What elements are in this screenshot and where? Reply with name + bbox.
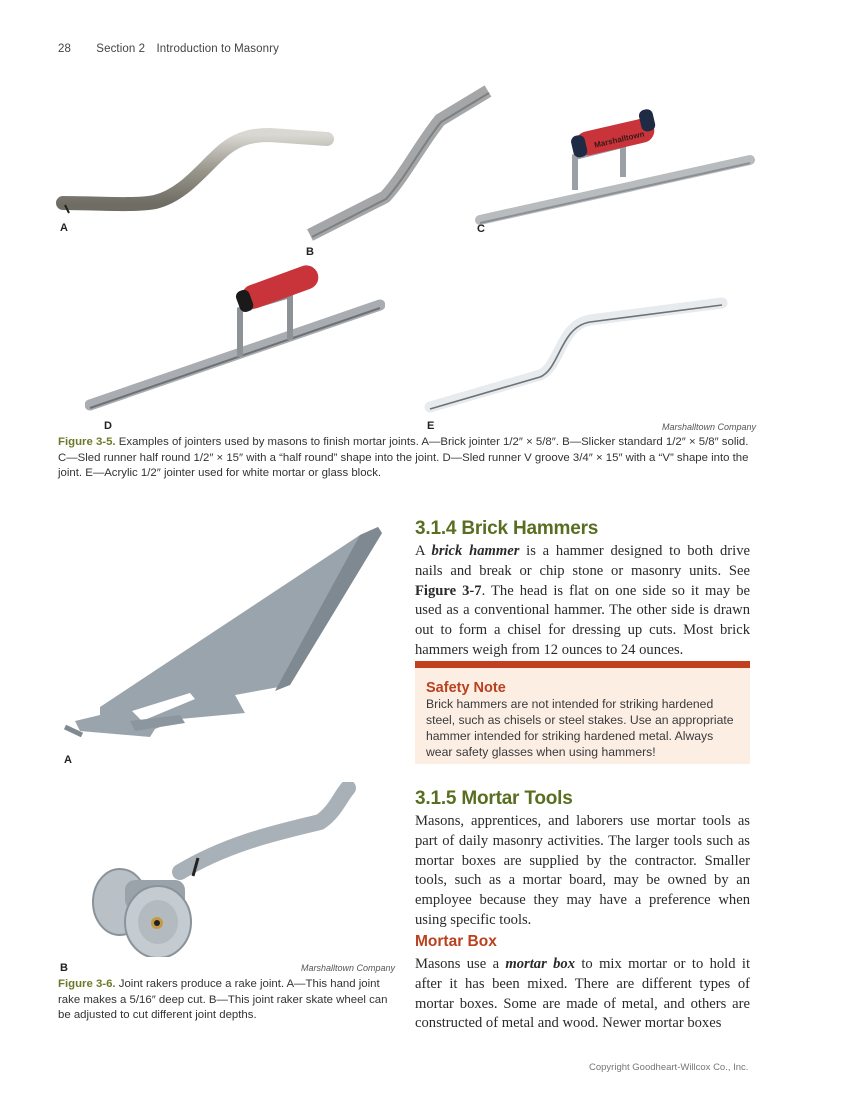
term-brick-hammer: brick hammer [431, 543, 520, 559]
term-mortar-box: mortar box [505, 956, 576, 972]
figure-number: Figure 3-6. [58, 978, 116, 990]
figure-3-5-image-c [475, 95, 755, 225]
hand-joint-rake-icon [60, 515, 390, 755]
figure-3-6-caption [58, 977, 388, 1024]
skate-wheel-joint-raker-icon [80, 782, 360, 957]
photo-credit: Marshalltown Company [301, 963, 396, 973]
figure-3-5-image-e [420, 295, 730, 415]
figure-3-5-image-a [55, 85, 335, 225]
figure-3-5-image-d [85, 265, 385, 415]
brick-hammers-paragraph: A brick hammer is a hammer designed to both drive nails and break or chip stone or masonry units. See Figure 3-7. The head is flat on one side so it may be used as a conventional hammer. The other side is drawn out to form a chisel for dressing up cuts. Most brick hammers weigh from 12 ounces to 24 ounces. [415, 543, 750, 658]
figure-reference: Figure 3-7 [415, 582, 482, 599]
section-heading-mortar-tools: 3.1.5 Mortar Tools [415, 788, 573, 809]
caption-text: Joint rakers produce a rake joint. A—This hand joint rake makes a 5/16″ deep cut. B—This joint raker skate wheel can be adjusted to cut different joint depths. [58, 978, 388, 1021]
figure-3-5-caption [58, 435, 758, 482]
slicker-jointer-icon [300, 85, 495, 245]
mortar-tools-paragraph: Masons, apprentices, and laborers use mortar tools as part of daily masonry activities. The larger tools such as mortar boxes are supplied by the contractor. Smaller tools, such as a mortar board, may be owned by an employee because they may have a preference when using specific tools. [415, 813, 750, 928]
figure-3-6-image-a [60, 515, 390, 755]
figure-number: Figure 3-5. [58, 436, 116, 448]
caption-text: Examples of jointers used by masons to finish mortar joints. A—Brick jointer 1/2″ × 5/8″. B—Slicker standard 1/2″ × 5/8″ solid. C—Sled runner half round 1/2″ × 15″ with a “half round” shape into the joint. D—Sled runner V groove 3/4″ × 15″ with a “V” shape into the joint. E—Acrylic 1/2″ jointer used for white mortar or glass block. [58, 436, 749, 479]
safety-note-text: Brick hammers are not intended for striking hardened steel, such as chisels or steel stakes. Use an appropriate hammer intended for striking hardened metal. Always wear safety glasses when using hammers! [426, 697, 734, 759]
safety-note-box [415, 661, 750, 764]
svg-text:Marshalltown: Marshalltown [593, 129, 646, 150]
sled-runner-half-round-icon [475, 95, 755, 225]
panel-label-c: C [477, 223, 485, 235]
acrylic-jointer-icon [420, 295, 730, 415]
chapter-title: Introduction to Masonry [156, 43, 279, 55]
panel-label-e: E [427, 420, 435, 432]
panel-label-b: B [60, 962, 68, 974]
panel-label-a: A [60, 222, 68, 234]
section-heading-brick-hammers: 3.1.4 Brick Hammers [415, 518, 599, 539]
sled-runner-v-groove-icon [85, 265, 385, 415]
figure-3-5-image-b [300, 85, 495, 245]
panel-label-a: A [64, 754, 72, 766]
subheading-mortar-box: Mortar Box [415, 933, 497, 950]
page-number: 28 [58, 43, 71, 55]
running-head [58, 43, 279, 55]
photo-credit: Marshalltown Company [662, 422, 757, 432]
copyright-footer: Copyright Goodheart-Willcox Co., Inc. [589, 1062, 749, 1073]
figure-3-6-image-b [80, 782, 360, 957]
panel-label-b: B [306, 246, 314, 258]
section-label: Section 2 [96, 43, 146, 55]
brick-jointer-icon [55, 85, 335, 225]
mortar-box-paragraph: Masons use a mortar box to mix mortar or to hold it after it has been mixed. There are different types of mortar boxes. Some are made of metal, and others are constructed of metal and wood. Newer mortar boxes [415, 956, 750, 1032]
panel-label-d: D [104, 420, 112, 432]
safety-note-title: Safety Note [426, 680, 506, 696]
